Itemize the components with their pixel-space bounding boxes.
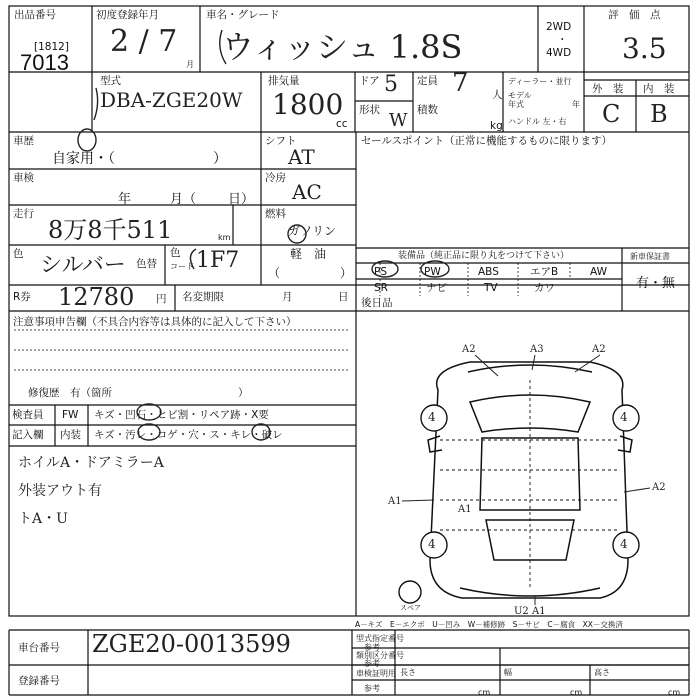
equip-abs: ABS <box>478 266 499 278</box>
spare-label: スペア <box>400 604 421 612</box>
drive-2wd: 2WD <box>546 21 572 33</box>
displacement-value: 1800 <box>272 88 344 121</box>
model-cert-ref: 参考 <box>364 643 380 652</box>
category-ref: 参考 <box>364 659 380 668</box>
color-label: 色 <box>13 248 24 260</box>
color-code-label2: コード <box>170 262 194 271</box>
name-change-month: 月 <box>282 291 293 303</box>
color-code-label: 色 <box>170 247 181 259</box>
year-unit: 年 <box>572 100 580 109</box>
width-label: 幅 <box>504 668 512 677</box>
repair-history: 修復歴 有（箇所 ） <box>28 387 249 399</box>
notes-label: 注意事項申告欄（不具合内容等は具体的に記入して下さい） <box>13 316 297 328</box>
equip-aw: AW <box>590 266 607 278</box>
recycle-unit: 円 <box>156 293 167 305</box>
chassis-label: 車台番号 <box>18 642 60 654</box>
interior-items: キズ・汚レ・コゲ・穴・ス・キレ・破レ <box>94 429 283 441</box>
equipment-header: 装備品（純正品に限り丸をつけて下さい） <box>398 251 570 261</box>
warranty-value: 有・無 <box>636 276 676 291</box>
first-reg-label: 初度登録年月 <box>96 9 159 21</box>
fuel-diesel: 軽 油 <box>290 247 327 261</box>
car-name-value: ウィッシュ 1.8S <box>222 28 463 66</box>
sales-point-label: セールスポイント（正常に機能するものに限ります） <box>361 135 613 147</box>
aircon-label: 冷房 <box>265 172 286 184</box>
interior-label: 内 装 <box>643 83 675 95</box>
shape-value: W <box>389 110 408 131</box>
mileage-value: 8万8千511 <box>48 216 173 244</box>
chassis-value: ZGE20-0013599 <box>92 630 291 658</box>
car-name-label: 車名・グレード <box>206 9 280 21</box>
model-label: 型式 <box>100 75 121 87</box>
equip-pw: PW <box>424 266 441 278</box>
model-cert-label: 型式指定番号 <box>356 634 404 643</box>
length-unit: cm <box>478 688 491 697</box>
fuel-other: （ ） <box>268 266 353 280</box>
width-unit: cm <box>570 688 583 697</box>
length-label: 長さ <box>400 668 416 677</box>
mileage-label: 走行 <box>13 208 34 220</box>
mark-right-side: A2 <box>652 482 666 493</box>
equip-airbag: エアB <box>530 266 559 278</box>
displacement-label: 排気量 <box>268 75 300 87</box>
displacement-unit: cc <box>336 118 348 130</box>
cert-ref: 参考 <box>364 684 380 693</box>
wheel-mark-fr: 4 <box>620 410 628 424</box>
inspector-label2: 記入欄 <box>12 429 44 441</box>
shape-label: 形状 <box>359 104 380 116</box>
hand-note-1: ホイルA・ドアミラーA <box>18 455 164 471</box>
inspector-label1: 検査員 <box>12 409 44 421</box>
shift-label: シフト <box>265 135 297 147</box>
wheel-mark-rl: 4 <box>428 537 436 551</box>
load-label: 積数 <box>417 104 438 116</box>
equip-sr: SR <box>374 282 388 294</box>
handle-label: ハンドル 左・右 <box>508 117 567 126</box>
mark-top-center: A3 <box>530 344 544 355</box>
color-code-value: 1F7 <box>196 248 240 273</box>
fuel-label: 燃料 <box>265 208 286 220</box>
load-unit: kg <box>490 120 503 132</box>
fw-items: キズ・凹石・ヒビ割・リペア跡・X要 <box>94 409 269 421</box>
fw-label: FW <box>62 409 79 421</box>
score-value: 3.5 <box>622 32 667 65</box>
recycle-label: R券 <box>13 291 31 303</box>
mark-top-left: A2 <box>462 344 476 355</box>
mark-left-side2: A1 <box>458 504 472 515</box>
wheel-mark-rr: 4 <box>620 537 628 551</box>
warranty-label: 新車保証書 <box>630 252 670 261</box>
score-label: 評 価 点 <box>608 9 661 21</box>
recycle-value: 12780 <box>58 283 135 311</box>
mark-bottom: U2 A1 <box>514 606 546 617</box>
wheel-mark-fl: 4 <box>428 410 436 424</box>
color-value: シルバー <box>40 253 126 278</box>
capacity-unit: 人 <box>492 89 503 101</box>
exterior-label: 外 装 <box>592 83 624 95</box>
history-label: 車歴 <box>13 135 34 147</box>
equip-ps: PS <box>374 266 387 278</box>
mileage-unit: km <box>218 233 231 242</box>
capacity-value: 7 <box>452 68 469 98</box>
doors-label: ドア <box>359 75 380 87</box>
name-change-day: 日 <box>338 291 349 303</box>
height-label: 高さ <box>594 668 610 677</box>
equip-leather: カワ <box>534 282 555 294</box>
dealer-label: ディーラー・並行 <box>508 77 572 86</box>
drive-4wd: 4WD <box>546 47 572 59</box>
history-value: 自家用・（ ） <box>52 151 227 167</box>
exterior-grade: C <box>602 100 621 128</box>
name-change-label: 名変期限 <box>182 291 224 303</box>
interior-insp-label: 内装 <box>60 429 81 441</box>
first-reg-unit: 月 <box>186 60 194 69</box>
equip-navi: ナビ <box>426 282 447 294</box>
capacity-label: 定員 <box>417 75 438 87</box>
height-unit: cm <box>668 688 681 697</box>
shift-value: AT <box>288 145 315 169</box>
fuel-gasoline: ガソリン <box>288 224 337 238</box>
model-year-label: モデル 年式 <box>508 91 532 109</box>
inspection-month-unit: 月（ <box>170 192 197 207</box>
after-day-label: 後日品 <box>361 297 393 309</box>
inspection-year-unit: 年 <box>118 192 132 207</box>
inspection-day-unit: 日） <box>228 192 255 207</box>
damage-legend: A－キズ E－エクボ U－凹み W－補修跡 S－サビ C－腐食 XX－交換済 <box>355 620 623 629</box>
reg-no-label: 登録番号 <box>18 675 60 687</box>
model-value: DBA-ZGE20W <box>100 88 243 112</box>
mark-top-right: A2 <box>592 344 606 355</box>
lot-number: 7013 <box>20 50 69 75</box>
interior-grade: B <box>650 100 668 128</box>
mark-left-side1: A1 <box>388 496 402 507</box>
category-label: 類別区分番号 <box>356 651 404 660</box>
lot-no-label: 出品番号 <box>14 9 56 21</box>
inspection-label: 車検 <box>13 172 34 184</box>
hand-note-3: トA・U <box>18 511 68 527</box>
lot-code: [1812] <box>34 41 69 53</box>
first-reg-value: 2 / 7 <box>110 24 178 59</box>
drive-dot: ・ <box>557 34 568 46</box>
cert-label: 車検証明用 <box>356 669 396 678</box>
color-change-label: 色替 <box>136 258 157 270</box>
aircon-value: AC <box>292 180 322 204</box>
equip-tv: TV <box>484 282 498 294</box>
hand-note-2: 外装アウト有 <box>18 483 102 499</box>
doors-value: 5 <box>384 72 398 97</box>
